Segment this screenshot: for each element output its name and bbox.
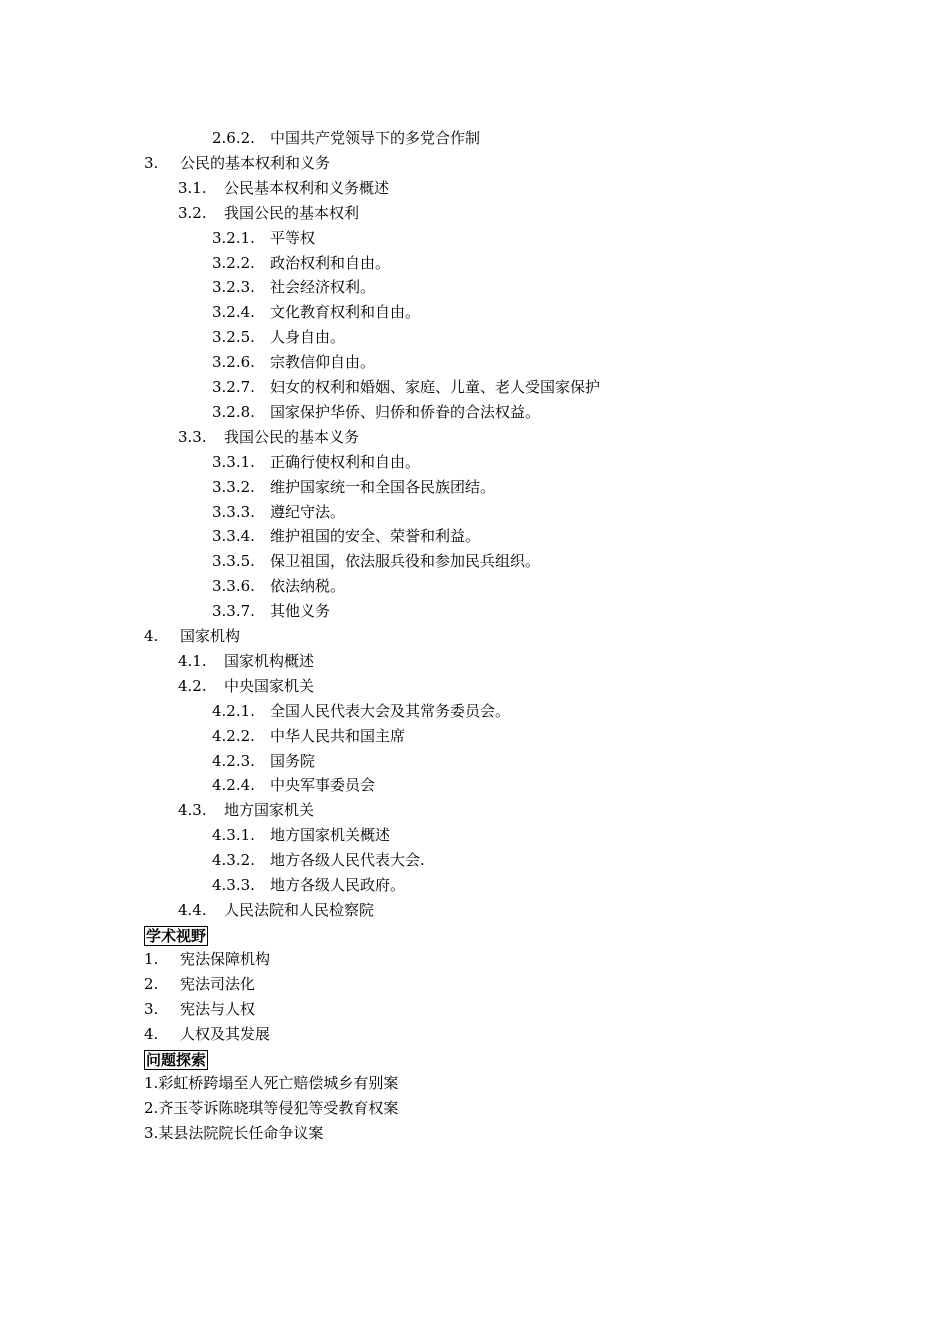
item-text: 公民基本权利和义务概述 [224,179,390,197]
item-number: 4. [144,627,159,645]
item-text: 中央国家机关 [224,677,315,695]
item-number: 3.2.1. [212,229,255,247]
item-number: 4.2. [178,677,207,695]
item-text: 文化教育权利和自由。 [270,303,421,321]
problem-exploration-item [144,1122,323,1144]
item-text: 宪法与人权 [180,1000,256,1018]
item-number: 3.2.5. [212,328,255,346]
item-number: 4.4. [178,901,207,919]
outline-item [178,202,359,224]
item-number: 2. [144,1099,159,1117]
item-number: 3.2.2. [212,254,255,272]
item-number: 3.3.6. [212,577,255,595]
outline-item [212,849,425,871]
item-text: 国务院 [270,752,316,770]
item-text: 国家保护华侨、归侨和侨眷的合法权益。 [270,403,541,421]
item-text: 中华人民共和国主席 [270,727,406,745]
item-number: 3.3.7. [212,602,255,620]
outline-item [212,874,405,896]
item-text: 我国公民的基本权利 [224,204,360,222]
item-text: 地方各级人民代表大会. [270,851,425,869]
outline-item [212,252,390,274]
outline-item [212,127,480,149]
item-text: 国家机构 [180,627,241,645]
outline-item [212,501,345,523]
item-number: 4.2.2. [212,727,255,745]
item-number: 3.2. [178,204,207,222]
item-number: 3.3.1. [212,453,255,471]
problem-exploration-item [144,1097,398,1119]
academic-vision-item [144,973,255,995]
item-text: 齐玉苓诉陈晓琪等侵犯等受教育权案 [158,1099,399,1117]
item-text: 遵纪守法。 [270,503,346,521]
item-number: 4.2.4. [212,776,255,794]
item-text: 宪法司法化 [180,975,256,993]
item-number: 3.2.6. [212,353,255,371]
item-number: 3.2.8. [212,403,255,421]
item-text: 地方各级人民政府。 [270,876,406,894]
outline-item [212,351,375,373]
item-text: 彩虹桥跨塌至人死亡赔偿城乡有别案 [158,1074,399,1092]
item-number: 2. [144,975,159,993]
outline-item [212,476,495,498]
item-number: 1. [144,950,159,968]
item-text: 地方国家机关 [224,801,315,819]
outline-item [212,227,315,249]
item-number: 4.3.2. [212,851,255,869]
outline-item [212,276,375,298]
outline-item [144,152,330,174]
item-text: 正确行使权利和自由。 [270,453,421,471]
item-number: 4.2.1. [212,702,255,720]
outline-item [212,824,390,846]
outline-item [212,600,330,622]
outline-item [212,725,405,747]
item-text: 社会经济权利。 [270,278,376,296]
item-number: 4.1. [178,652,207,670]
item-text: 某县法院院长任命争议案 [158,1124,324,1142]
outline-item [212,575,345,597]
item-text: 中央军事委员会 [270,776,376,794]
outline-item [212,451,420,473]
item-text: 地方国家机关概述 [270,826,391,844]
item-number: 4.3. [178,801,207,819]
item-text: 其他义务 [270,602,331,620]
item-text: 妇女的权利和婚姻、家庭、儿童、老人受国家保护 [270,378,601,396]
item-number: 4.2.3. [212,752,255,770]
outline-item [212,700,510,722]
item-number: 3.3.3. [212,503,255,521]
outline-item [212,774,375,796]
outline-item [212,376,600,398]
item-text: 宪法保障机构 [180,950,271,968]
outline-item [178,426,359,448]
problem-exploration-item [144,1072,398,1094]
item-text: 我国公民的基本义务 [224,428,360,446]
item-text: 人权及其发展 [180,1025,271,1043]
item-text: 平等权 [270,229,316,247]
outline-item [212,525,480,547]
item-text: 人民法院和人民检察院 [224,901,375,919]
outline-item [178,899,374,921]
item-text: 国家机构概述 [224,652,315,670]
item-number: 1. [144,1074,159,1092]
item-number: 3. [144,1124,159,1142]
outline-item [178,650,314,672]
item-text: 维护祖国的安全、荣誉和利益。 [270,527,481,545]
item-text: 全国人民代表大会及其常务委员会。 [270,702,511,720]
item-number: 4. [144,1025,159,1043]
item-text: 公民的基本权利和义务 [180,154,331,172]
outline-item [212,401,540,423]
item-number: 3.3. [178,428,207,446]
item-number: 3.2.7. [212,378,255,396]
item-number: 4.3.3. [212,876,255,894]
item-number: 3. [144,154,159,172]
academic-vision-item [144,1023,270,1045]
item-number: 3.3.4. [212,527,255,545]
item-text: 保卫祖国，依法服兵役和参加民兵组织。 [270,552,541,570]
outline-item [178,177,389,199]
outline-item [212,301,420,323]
outline-item [178,675,314,697]
item-number: 3.3.2. [212,478,255,496]
item-number: 3.1. [178,179,207,197]
academic-vision-item [144,948,270,970]
item-text: 人身自由。 [270,328,346,346]
outline-item [212,550,540,572]
item-number: 3. [144,1000,159,1018]
item-text: 中国共产党领导下的多党合作制 [270,129,481,147]
academic-vision-item [144,998,255,1020]
item-number: 2.6.2. [212,129,255,147]
item-text: 宗教信仰自由。 [270,353,376,371]
item-number: 3.2.4. [212,303,255,321]
outline-item [178,799,314,821]
outline-item [212,750,315,772]
academic-vision-heading: 学术视野 [146,927,207,945]
item-number: 4.3.1. [212,826,255,844]
outline-item [144,625,240,647]
item-text: 政治权利和自由。 [270,254,391,272]
item-number: 3.3.5. [212,552,255,570]
outline-item [212,326,345,348]
item-text: 维护国家统一和全国各民族团结。 [270,478,496,496]
item-text: 依法纳税。 [270,577,346,595]
item-number: 3.2.3. [212,278,255,296]
problem-exploration-heading: 问题探索 [146,1051,207,1069]
